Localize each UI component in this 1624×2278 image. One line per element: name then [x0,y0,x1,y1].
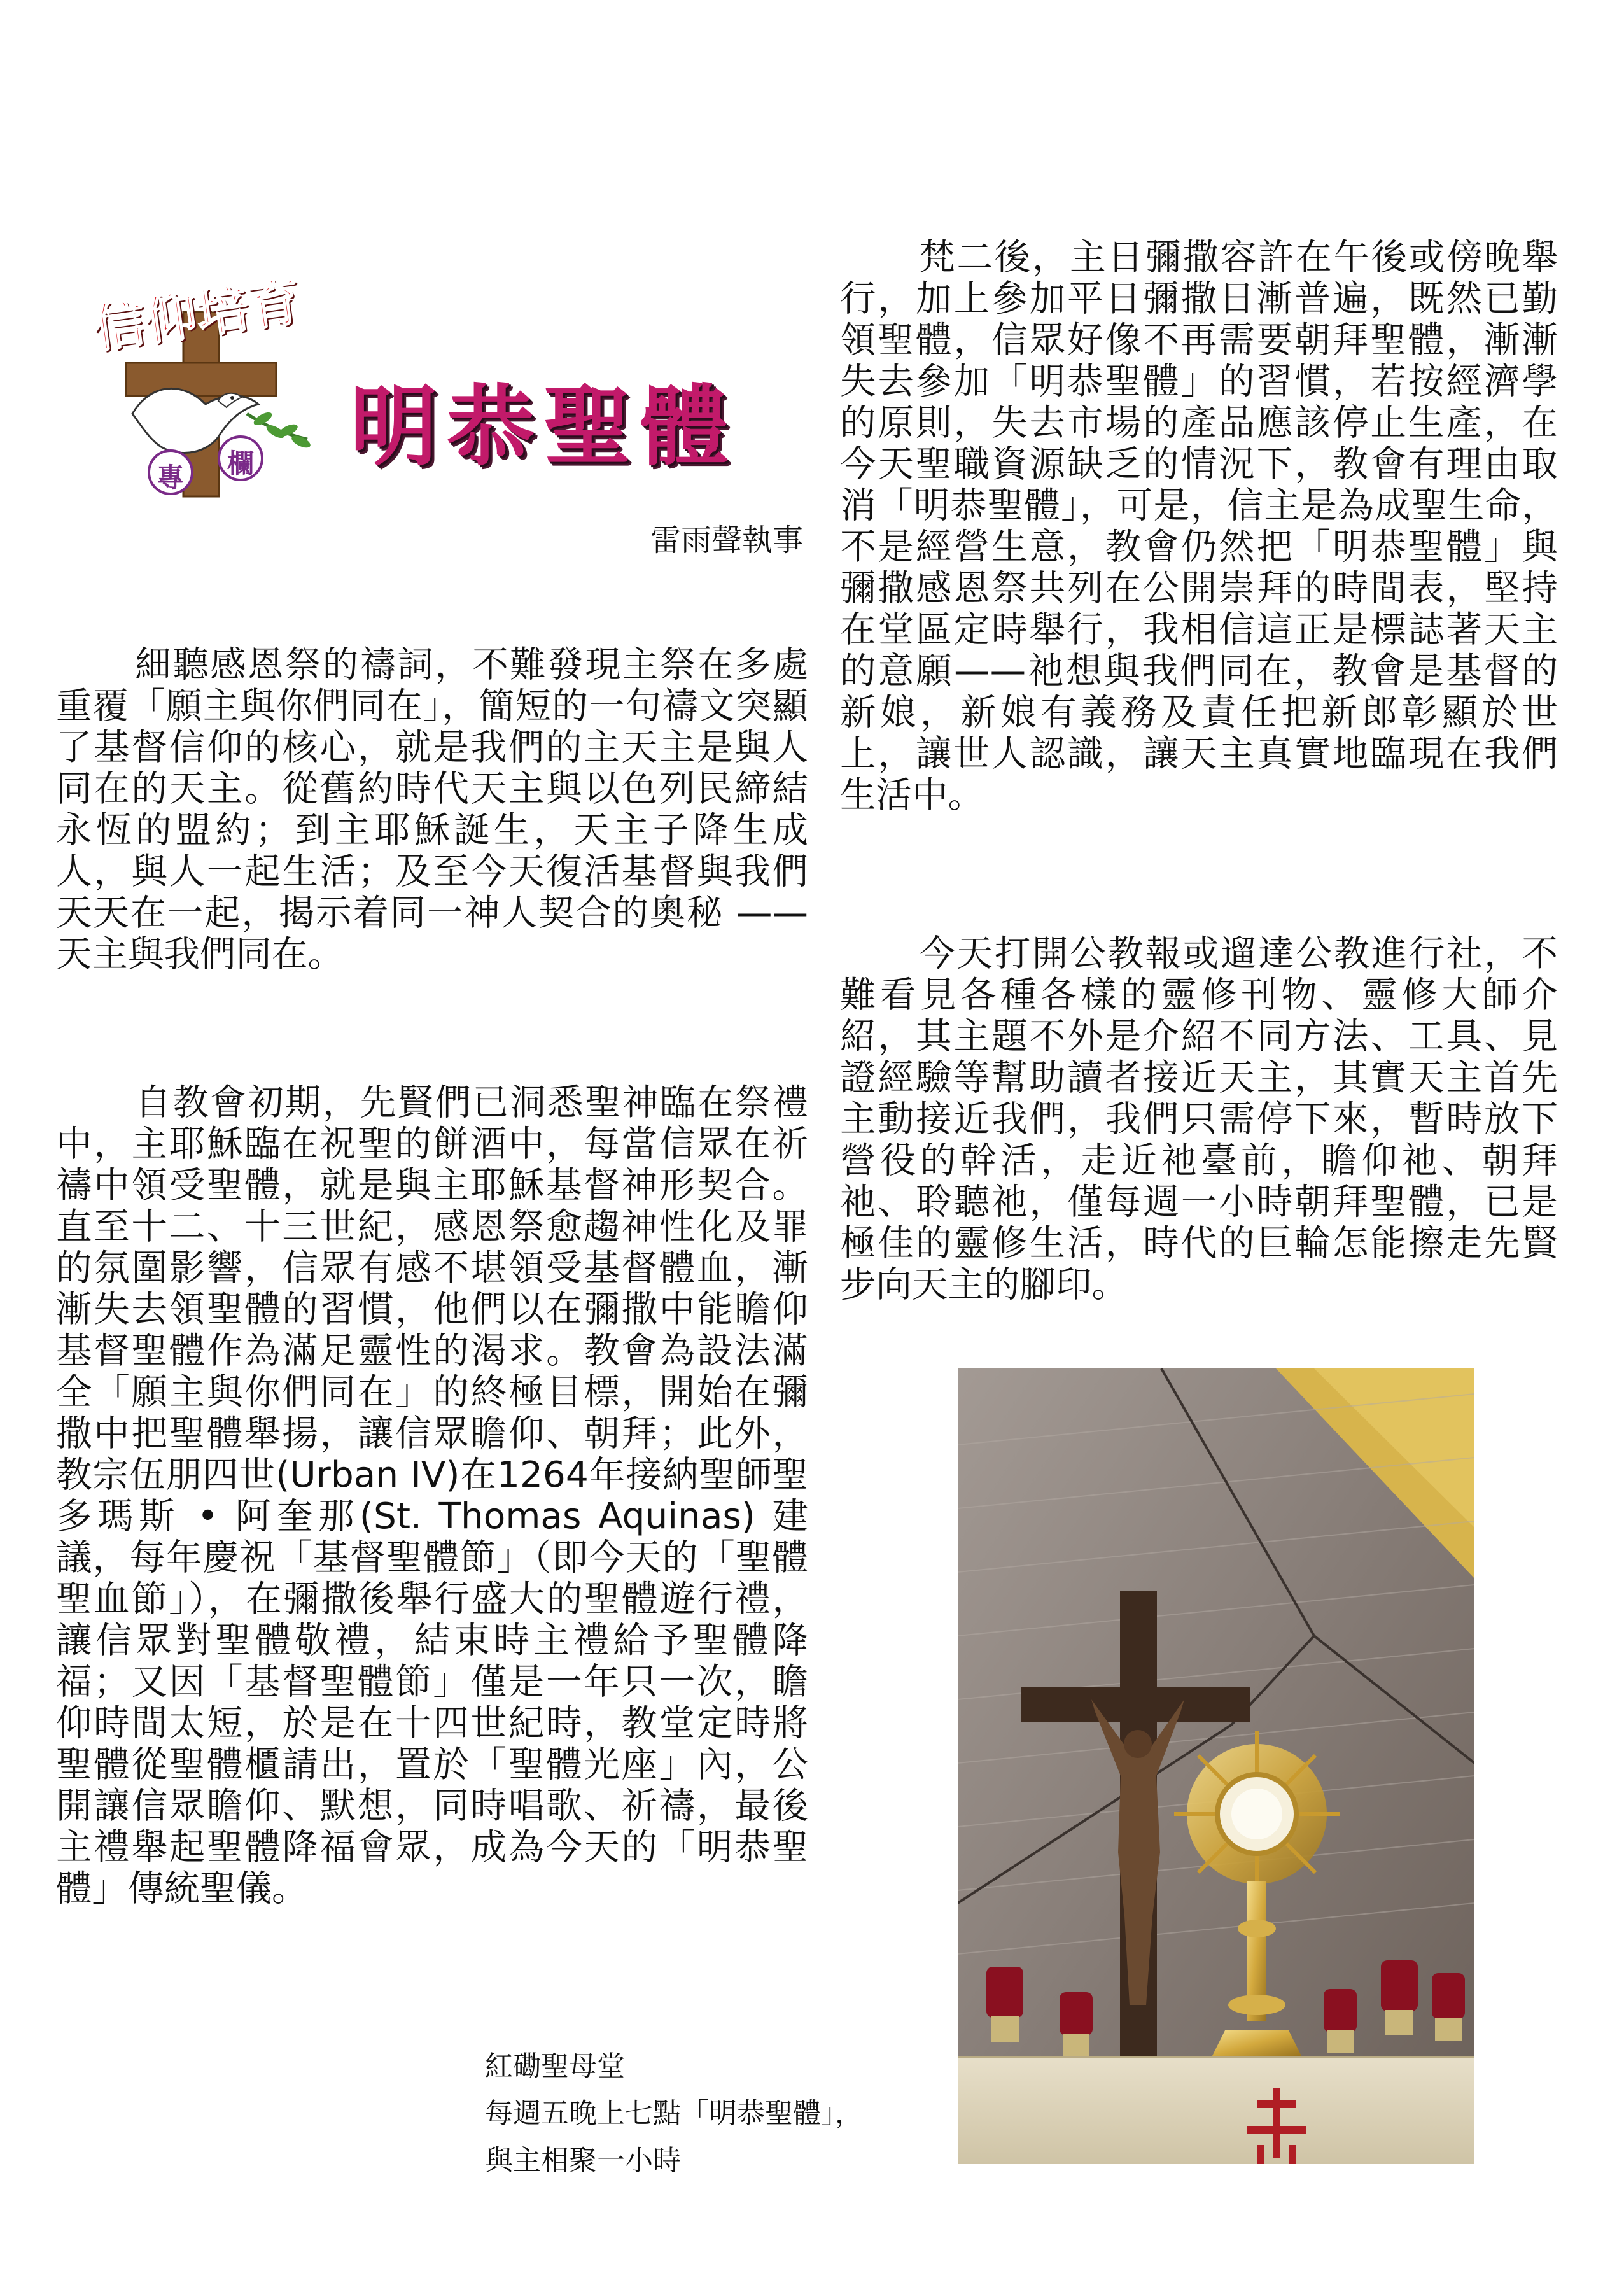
column-logo [56,267,336,503]
crucifix-monstrance-illustration [958,1368,1474,2164]
article-paragraph-3: 梵二後，主日彌撒容許在午後或傍晚舉行，加上參加平日彌撒日漸普遍，既然已勤領聖體，信眾好像不再需要朝拜聖體，漸漸失去參加「明恭聖體」的習慣，若按經濟學的原則，失去市場的產品應該停止生產，在今天聖職資源缺乏的情況下，教會有理由取消「明恭聖體」，可是，信主是為成聖生命，不是經營生意，教會仍然把「明恭聖體」與彌撒感恩祭共列在公開崇拜的時間表，堅持在堂區定時舉行，我相信這正是標誌著天主的意願——祂想與我們同在，教會是基督的新娘，新娘有義務及責任把新郎彰顯於世上，讓世人認識，讓天主真實地臨現在我們生活中。 [840,237,1558,816]
caption-line-1: 紅磡聖母堂 [485,2050,625,2083]
page-title: 明恭聖體 [350,374,738,478]
logo-label-left: 專 [157,462,184,493]
monstrance-photo [958,1368,1474,2164]
author-name: 雷雨聲執事 [650,523,803,558]
photo-caption [485,2043,863,2184]
logo-label-right: 欄 [227,448,254,479]
article-paragraph-2: 自教會初期，先賢們已洞悉聖神臨在祭禮中，主耶穌臨在祝聖的餅酒中，每當信眾在祈禱中領受聖體，就是與主耶穌基督神形契合。直至十二、十三世紀，感恩祭愈趨神性化及罪的氛圍影響，信眾有感不堪領受基督體血，漸漸失去領聖體的習慣，他們以在彌撒中能瞻仰基督聖體作為滿足靈性的渴求。教會為設法滿全「願主與你們同在」的終極目標，開始在彌撒中把聖體舉揚，讓信眾瞻仰、朝拜；此外，教宗伍朋四世(Urban IV)在1264年接納聖師聖多瑪斯 • 阿奎那(St. Thomas Aquinas) 建議，每年慶祝「基督聖體節」（即今天的「聖體聖血節」），在彌撒後舉行盛大的聖體遊行禮，讓信眾對聖體敬禮，結束時主禮給予聖體降福；又因「基督聖體節」僅是一年只一次，瞻仰時間太短，於是在十四世紀時，教堂定時將聖體從聖體櫃請出，置於「聖體光座」內，公開讓信眾瞻仰、默想，同時唱歌、祈禱，最後主禮舉起聖體降福會眾，成為今天的「明恭聖體」傳統聖儀。 [56,1082,808,1909]
article-paragraph-4: 今天打開公教報或遛達公教進行社，不難看見各種各樣的靈修刊物、靈修大師介紹，其主題不外是介紹不同方法、工具、見證經驗等幫助讀者接近天主，其實天主首先主動接近我們，我們只需停下來，暫時放下營役的幹活，走近祂臺前，瞻仰祂、朝拜祂、聆聽祂，僅每週一小時朝拜聖體，已是極佳的靈修生活，時代的巨輪怎能擦走先賢步向天主的腳印。 [840,933,1558,1305]
logo-title: 信仰培育 [88,270,304,360]
caption-line-2: 每週五晚上七點「明恭聖體」， [485,2097,863,2130]
article-paragraph-1: 細聽感恩祭的禱詞，不難發現主祭在多處重覆「願主與你們同在」，簡短的一句禱文突顯了基督信仰的核心，就是我們的主天主是與人同在的天主。從舊約時代天主與以色列民締結永恆的盟約；到主耶穌誕生，天主子降生成人，與人一起生活；及至今天復活基督與我們天天在一起，揭示着同一神人契合的奧秘 —— 天主與我們同在。 [56,644,808,975]
caption-line-3: 與主相聚一小時 [485,2144,681,2177]
